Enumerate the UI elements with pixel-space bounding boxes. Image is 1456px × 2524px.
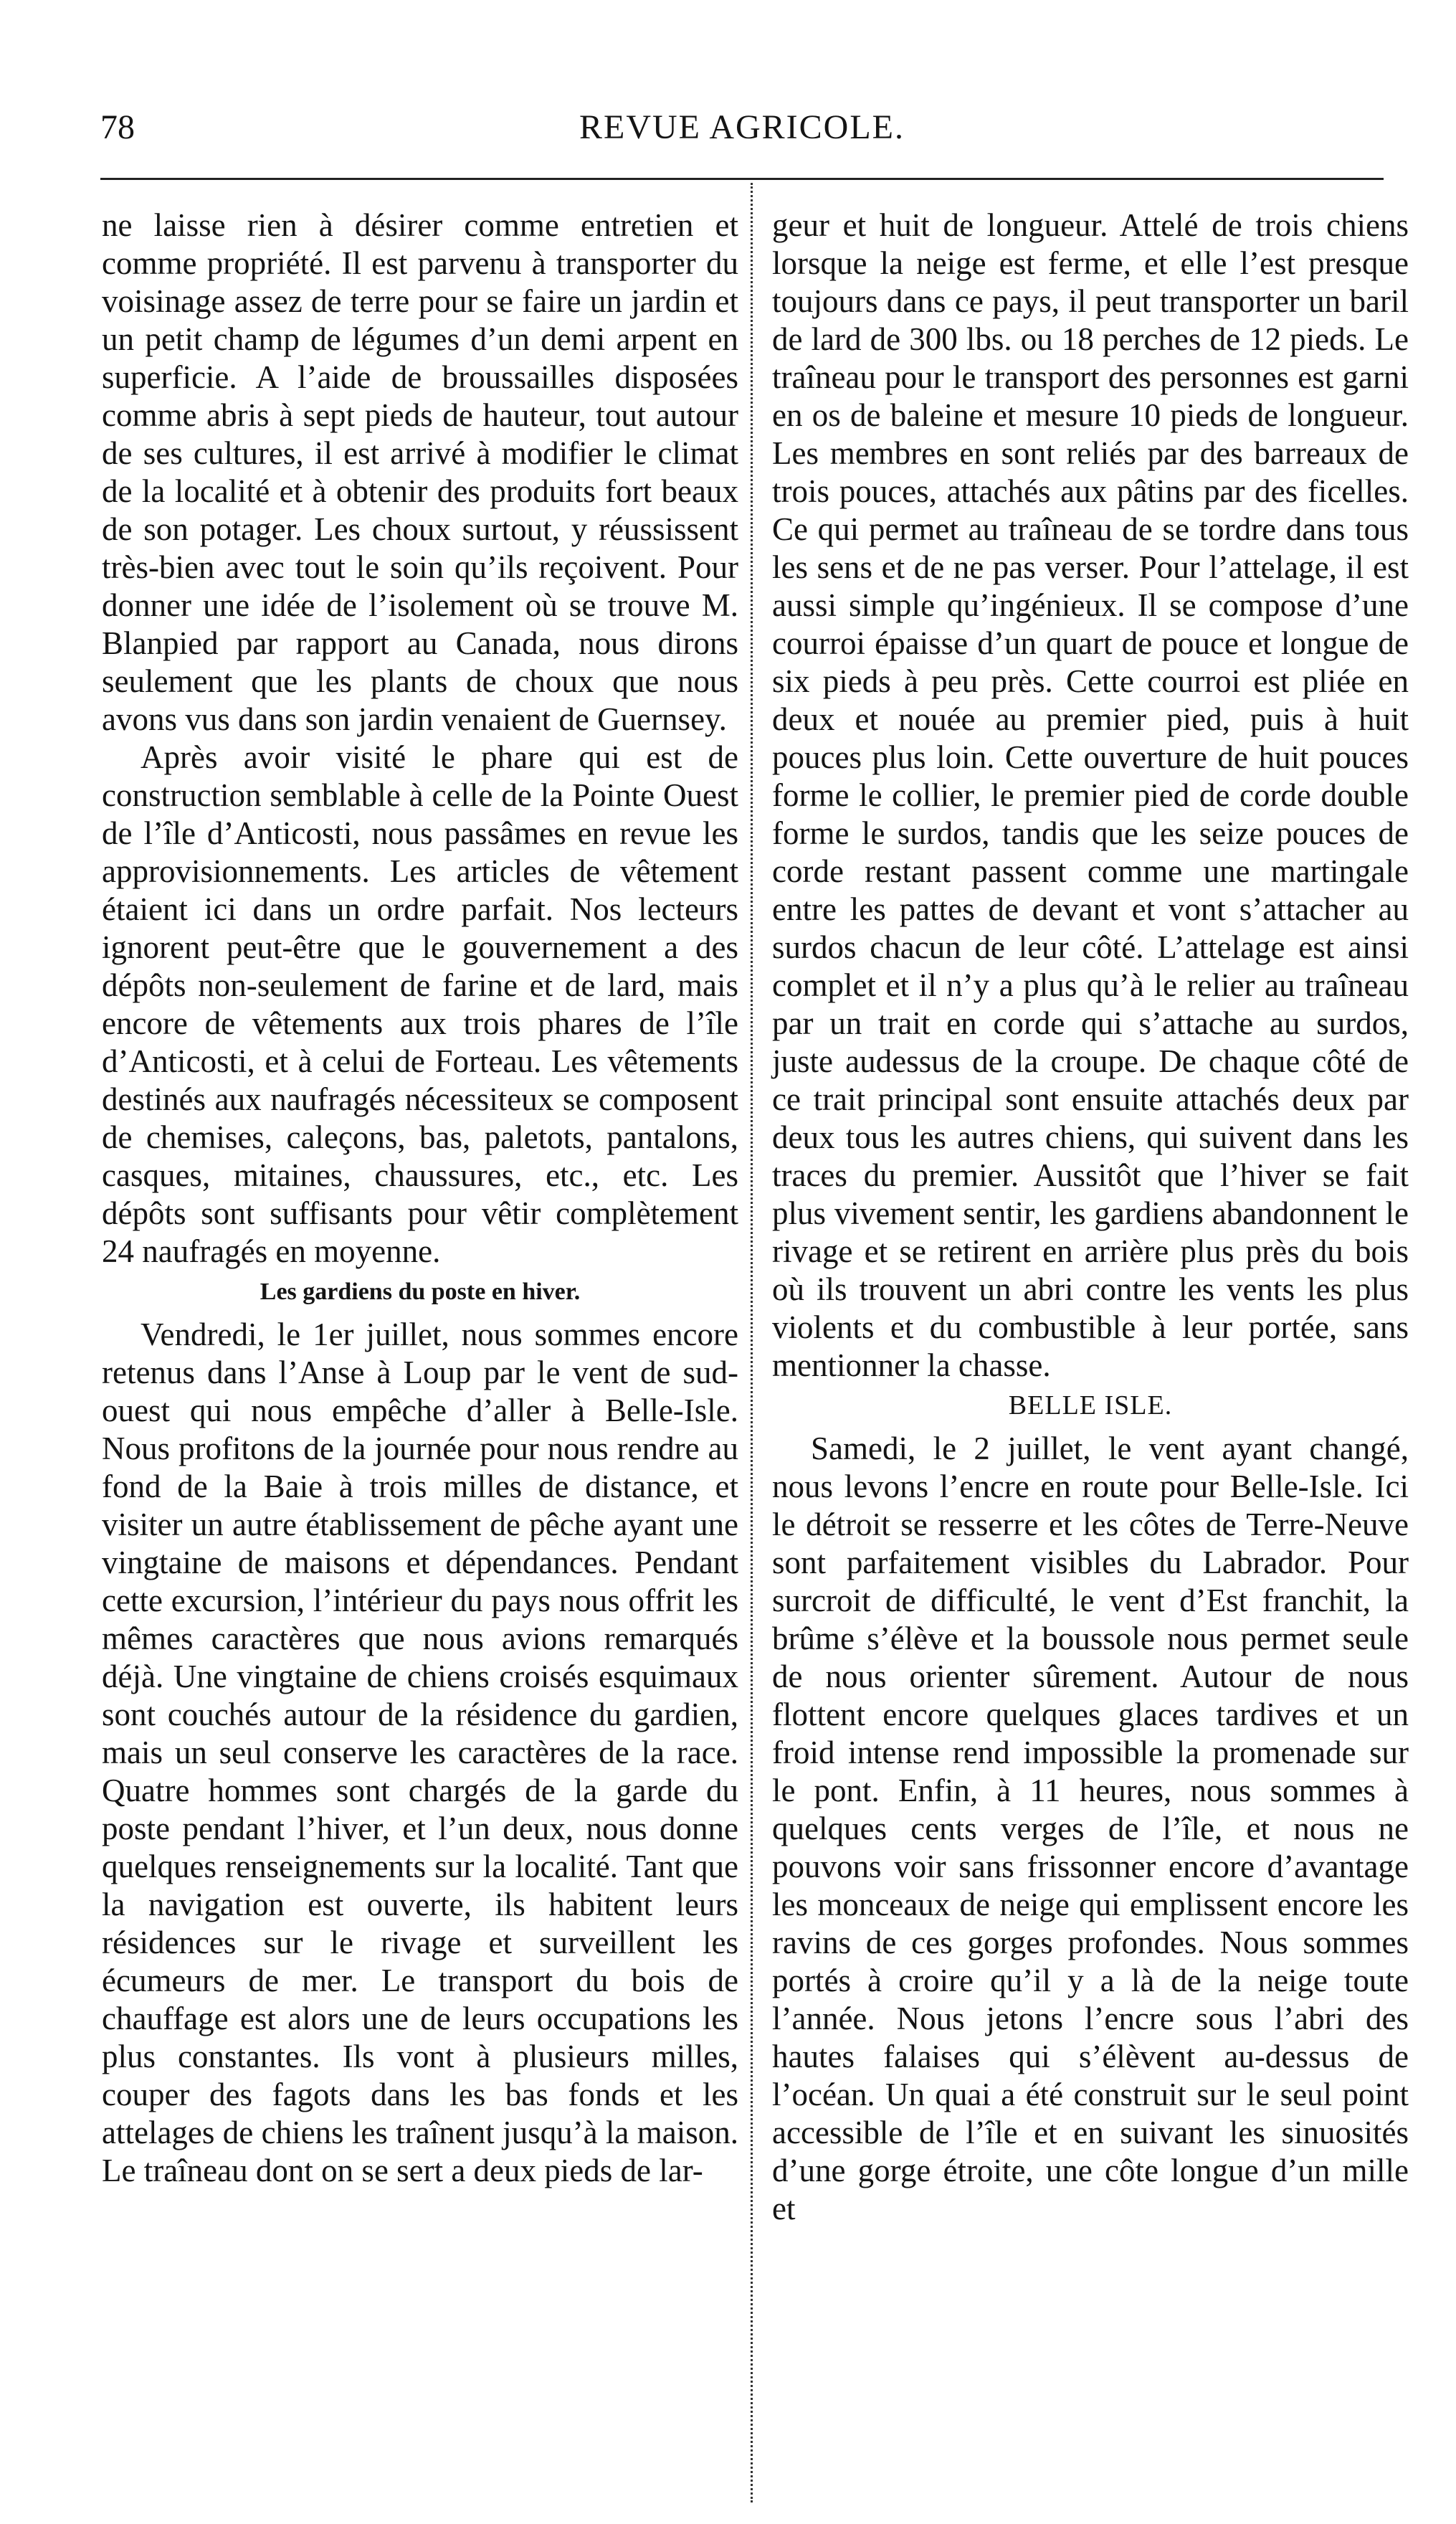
paragraph: ne laisse rien à désirer comme entretien et comme propriété. Il est parvenu à transporter du voisinage assez de terre pour se faire un jardin et un petit champ de légumes d’un demi arpent en superficie. A l’aide de broussailles disposées comme abris à sept pieds de hauteur, tout autour de ses cultures, il est arrivé à modifier le climat de la localité et à obtenir des produits fort beaux de son potager. Les choux surtout, y réussissent très-bien avec tout le soin qu’ils reçoivent. Pour donner une idée de l’isolement où se trouve M. Blanpied par rapport au Canada, nous dirons seulement que les plants de choux que nous avons vus dans son jardin venaient de Guernsey. <box>102 207 738 737</box>
header-rule <box>100 178 1384 180</box>
left-column <box>102 207 738 2190</box>
page-header <box>100 108 1384 158</box>
paragraph: Après avoir visité le phare qui est de construction semblable à celle de la Pointe Ouest de l’île d’Anticosti, nous passâmes en revue les approvisionnements. Les articles de vêtement étaient ici dans un ordre parfait. Nos lecteurs ignorent peut-être que le gouvernement a des dépôts non-seulement de farine et de lard, mais encore de vêtements aux trois phares de l’île d’Anticosti, et à celui de Forteau. Les vêtements destinés aux naufragés nécessiteux se composent de chemises, caleçons, bas, paletots, pantalons, casques, mitaines, chaussures, etc., etc. Les dépôts sont suffisants pour vêtir complètement 24 naufragés en moyenne. <box>102 739 738 1269</box>
section-heading: Les gardiens du poste en hiver. <box>260 1278 581 1305</box>
right-column <box>772 207 1409 2228</box>
paragraph: Vendredi, le 1er juillet, nous sommes encore retenus dans l’Anse à Loup par le vent de sud-ouest qui nous empêche d’aller à Belle-Isle. Nous profitons de la journée pour nous rendre au fond de la Baie à trois milles de distance, et visiter un autre établissement de pêche ayant une vingtaine de maisons et dépendances. Pendant cette excursion, l’intérieur du pays nous offrit les mêmes caractères que nous avions remarqués déjà. Une vingtaine de chiens croisés esquimaux sont couchés autour de la résidence du gardien, mais un seul conserve les caractères de la race. Quatre hommes sont chargés de la garde du poste pendant l’hiver, et l’un deux, nous donne quelques renseignements sur la localité. Tant que la navigation est ouverte, ils habitent leurs résidences sur le rivage et surveillent les écumeurs de mer. Le transport du bois de chauffage est alors une de leurs occupations les plus constantes. Ils vont à plusieurs milles, couper des fagots dans les bas fonds et les attelages de chiens les traînent jusqu’à la maison. Le traîneau dont on se sert a deux pieds de lar- <box>102 1316 738 2188</box>
page-number: 78 <box>100 108 135 146</box>
paragraph: geur et huit de longueur. Attelé de trois chiens lorsque la neige est ferme, et elle l’est presque toujours dans ce pays, il peut transporter un baril de lard de 300 lbs. ou 18 perches de 12 pieds. Le traîneau pour le transport des personnes est garni en os de baleine et mesure 10 pieds de longueur. Les membres en sont reliés par des barreaux de trois pouces, attachés aux pâtins par des ficelles. Ce qui permet au traîneau de se tordre dans tous les sens et de ne pas verser. Pour l’attelage, il est aussi simple qu’ingénieux. Il se compose d’une courroi épaisse d’un quart de pouce et longue de six pieds à peu près. Cette courroi est pliée en deux et nouée au premier pied, puis à huit pouces plus loin. Cette ouverture de huit pouces forme le collier, le premier pied de corde double forme le surdos, tandis que les seize pouces de corde restant passent comme une martingale entre les pattes de devant et vont s’attacher au surdos chacun de leur côté. L’attelage est ainsi complet et il n’y a plus qu’à le relier au traîneau par un trait en corde qui s’attache au surdos, juste audessus de la croupe. De chaque côté de ce trait principal sont ensuite attachés deux par deux tous les autres chiens, qui suivent dans les traces du premier. Aussitôt que l’hiver se fait plus vivement sentir, les gardiens abandonnent le rivage et se retirent en arrière plus près du bois où ils trouvent un abri contre les vents les plus violents et du combustible à leur portée, sans mentionner la chasse. <box>772 207 1409 1383</box>
running-title: REVUE AGRICOLE. <box>579 108 905 146</box>
section-heading: BELLE ISLE. <box>1008 1390 1173 1420</box>
column-divider <box>751 183 753 2502</box>
paragraph: Samedi, le 2 juillet, le vent ayant changé, nous levons l’encre en route pour Belle-Isle. Ici le détroit se resserre et les côtes de Terre-Neuve sont parfaitement visibles du Labrador. Pour surcroit de difficulté, le vent d’Est franchit, la brûme s’élève et la boussole nous permet seule de nous orienter sûrement. Autour de nous flottent encore quelques glaces tardives et un froid intense rend impossible la promenade sur le pont. Enfin, à 11 heures, nous sommes à quelques cents verges de l’île, et nous ne pouvons voir sans frissonner encore d’avantage les monceaux de neige qui emplissent encore les ravins de ces gorges profondes. Nous sommes portés à croire qu’il y a là de la neige toute l’année. Nous jetons l’encre sous l’abri des hautes falaises qui s’élèvent au-dessus de l’océan. Un quai a été construit sur le seul point accessible de l’île et en suivant les sinuosités d’une gorge étroite, une côte longue d’un mille et <box>772 1431 1409 2226</box>
